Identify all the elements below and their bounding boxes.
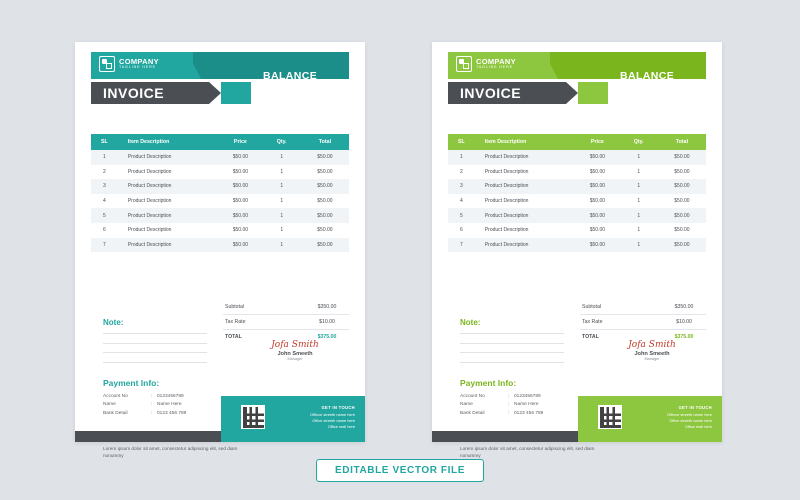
- table-row: [448, 150, 706, 165]
- cell-price: $50.00: [575, 208, 619, 223]
- contact-line: Office mail here: [684, 424, 712, 429]
- cell-price: $50.00: [575, 165, 619, 180]
- payment-value: Name Here: [157, 402, 182, 408]
- invoice-header: [432, 42, 722, 120]
- balance-value: 0123456789I0: [646, 94, 676, 99]
- tax-value: $10.00: [676, 319, 692, 325]
- invoice-title-bar: [91, 82, 209, 104]
- table-header-total: Total: [675, 139, 689, 145]
- table-row: [448, 165, 706, 180]
- grand-total-value: $375.00: [317, 334, 337, 340]
- header-band-notch: [187, 52, 201, 79]
- cell-sl: 3: [448, 179, 475, 194]
- cell-qty: 1: [620, 194, 658, 209]
- cell-total: $50.00: [658, 179, 706, 194]
- cell-description: Product Description: [475, 165, 575, 180]
- table-header-qty: Qty.: [276, 139, 287, 145]
- balance-label: Due: [263, 102, 272, 107]
- header-band-notch: [544, 52, 558, 79]
- cell-qty: 1: [263, 223, 301, 238]
- invoice-card-teal: [75, 42, 365, 459]
- grand-total-label: TOTAL: [225, 334, 242, 340]
- table-header-price: Price: [233, 139, 247, 145]
- editable-vector-badge: EDITABLE VECTOR FILE: [316, 459, 484, 482]
- invoice-header: [75, 42, 365, 120]
- balance-heading: BALANCE: [263, 70, 318, 82]
- cell-qty: 1: [263, 238, 301, 253]
- note-block: [460, 318, 564, 372]
- grand-total-value: $375.00: [674, 334, 694, 340]
- cell-description: Product Description: [475, 150, 575, 165]
- balance-label: Paid: [620, 94, 630, 99]
- balance-value: 30 April 2045: [646, 102, 673, 107]
- cell-sl: 5: [91, 208, 118, 223]
- signature-script: Jofa Smith: [271, 340, 319, 350]
- line-items-table: [448, 134, 706, 252]
- cell-qty: 1: [620, 208, 658, 223]
- payment-separator: :: [508, 402, 510, 408]
- note-line: [460, 333, 564, 334]
- qr-code-icon: [598, 405, 622, 429]
- signature-role: Manager: [287, 357, 303, 361]
- table-header-sl: SL: [458, 139, 465, 145]
- note-title: Note:: [460, 318, 481, 327]
- table-row: [448, 238, 706, 253]
- note-line: [103, 362, 207, 363]
- cell-sl: 2: [91, 165, 118, 180]
- balance-value: 0123456789: [646, 86, 672, 91]
- table-header-row: [448, 134, 706, 150]
- cell-description: Product Description: [118, 238, 218, 253]
- signature-name: John Smeeth: [634, 351, 670, 357]
- cell-qty: 1: [263, 194, 301, 209]
- invoice-title-arrow: [209, 82, 221, 104]
- table-row: [448, 194, 706, 209]
- cell-qty: 1: [620, 223, 658, 238]
- balance-label: Due: [620, 102, 629, 107]
- cell-sl: 3: [91, 179, 118, 194]
- cell-sl: 7: [448, 238, 475, 253]
- cell-total: $50.00: [658, 223, 706, 238]
- cell-price: $50.00: [218, 238, 262, 253]
- cell-sl: 4: [91, 194, 118, 209]
- tax-row: [580, 315, 706, 330]
- payment-separator: :: [151, 394, 153, 399]
- cell-qty: 1: [620, 150, 658, 165]
- cell-sl: 6: [91, 223, 118, 238]
- subtotal-value: $350.00: [674, 304, 694, 310]
- payment-separator: :: [508, 394, 510, 399]
- cell-description: Product Description: [118, 179, 218, 194]
- page-title: INVOICE: [460, 85, 522, 101]
- tax-label: Tax Rate: [582, 319, 603, 325]
- cell-qty: 1: [620, 238, 658, 253]
- table-header-row: [91, 134, 349, 150]
- payment-value: 0123 456 789: [514, 410, 544, 416]
- note-line: [460, 362, 564, 363]
- table-row: [91, 223, 349, 238]
- signature-block: [604, 340, 700, 361]
- note-line: [103, 333, 207, 334]
- balance-row: [620, 85, 706, 93]
- contact-line: Offince streeth name here: [667, 412, 712, 417]
- table-header-description: Item Description: [127, 139, 170, 145]
- table-row: [91, 165, 349, 180]
- balance-label: Total: [263, 86, 273, 91]
- cell-description: Product Description: [475, 208, 575, 223]
- balance-value: 30 April 2045: [289, 102, 316, 107]
- payment-label: Account No: [103, 394, 128, 399]
- qr-code-icon: [241, 405, 265, 429]
- cell-price: $50.00: [218, 194, 262, 209]
- invoice-card-green: [432, 42, 722, 459]
- balance-row: [620, 93, 706, 101]
- totals-block: [580, 300, 706, 344]
- company-logo-icon: [456, 56, 472, 72]
- cell-description: Product Description: [475, 194, 575, 209]
- signature-name: John Smeeth: [277, 351, 313, 357]
- payment-separator: :: [151, 402, 153, 408]
- cell-description: Product Description: [475, 238, 575, 253]
- note-line: [103, 343, 207, 344]
- page-title: INVOICE: [103, 85, 165, 101]
- table-row: [91, 179, 349, 194]
- cell-description: Product Description: [118, 223, 218, 238]
- company-logo: [99, 56, 159, 72]
- contact-line: Office mail here: [327, 424, 355, 429]
- terms-body: Lorem ipsum dolor sit amet, consectetur adipiscing elit, sed diam nonummy: [103, 446, 238, 459]
- payment-label: Bank Detail: [460, 410, 485, 416]
- invoice-title-accent: [221, 82, 251, 104]
- subtotal-row: [580, 300, 706, 315]
- grand-total-label: TOTAL: [582, 334, 599, 340]
- invoice-footer: [75, 396, 365, 442]
- table-header-description: Item Description: [484, 139, 527, 145]
- payment-label: Bank Detail: [103, 410, 128, 416]
- contact-line: Office streeth name here: [312, 418, 355, 423]
- note-block: [103, 318, 207, 372]
- tax-label: Tax Rate: [225, 319, 246, 325]
- payment-separator: :: [508, 410, 510, 416]
- contact-line: Offince streeth name here: [310, 412, 355, 417]
- cell-sl: 1: [448, 150, 475, 165]
- cell-total: $50.00: [301, 238, 349, 253]
- cell-total: $50.00: [301, 223, 349, 238]
- cell-total: $50.00: [658, 208, 706, 223]
- cell-sl: 6: [448, 223, 475, 238]
- subtotal-label: Subtotal: [582, 304, 602, 310]
- cell-description: Product Description: [118, 194, 218, 209]
- signature-role: Manager: [644, 357, 660, 361]
- balance-row: [620, 101, 706, 109]
- balance-row: [263, 93, 349, 101]
- note-line: [460, 352, 564, 353]
- get-in-touch-block: [271, 405, 355, 430]
- balance-heading: BALANCE: [620, 70, 675, 82]
- note-line: [103, 352, 207, 353]
- get-in-touch-title: GET IN TOUCH: [321, 405, 355, 410]
- payment-value: 0123456789: [157, 394, 184, 399]
- note-title: Note:: [103, 318, 124, 327]
- cell-qty: 1: [263, 179, 301, 194]
- table-row: [448, 208, 706, 223]
- get-in-touch-title: GET IN TOUCH: [678, 405, 712, 410]
- cell-qty: 1: [263, 150, 301, 165]
- tax-value: $10.00: [319, 319, 335, 325]
- totals-block: [223, 300, 349, 344]
- payment-info-title: Payment Info:: [460, 378, 517, 388]
- cell-qty: 1: [263, 208, 301, 223]
- cell-total: $50.00: [658, 194, 706, 209]
- subtotal-label: Subtotal: [225, 304, 245, 310]
- payment-label: Name: [460, 402, 473, 408]
- cell-price: $50.00: [218, 165, 262, 180]
- company-tagline: TAGLINE HERE: [476, 65, 513, 70]
- table-header-qty: Qty.: [633, 139, 644, 145]
- company-name: COMPANY: [476, 57, 516, 67]
- tax-row: [223, 315, 349, 330]
- cell-price: $50.00: [218, 223, 262, 238]
- table-row: [91, 208, 349, 223]
- cell-qty: 1: [263, 165, 301, 180]
- cell-price: $50.00: [575, 223, 619, 238]
- table-row: [448, 223, 706, 238]
- invoice-title-arrow: [566, 82, 578, 104]
- contact-line: Office streeth name here: [669, 418, 712, 423]
- cell-sl: 7: [91, 238, 118, 253]
- signature-block: [247, 340, 343, 361]
- company-name: COMPANY: [119, 57, 159, 67]
- cell-sl: 4: [448, 194, 475, 209]
- table-header-price: Price: [590, 139, 604, 145]
- balance-value: 0123456789: [289, 86, 315, 91]
- cell-price: $50.00: [218, 208, 262, 223]
- line-items-table: [91, 134, 349, 252]
- payment-separator: :: [151, 410, 153, 416]
- payment-value: Name Here: [514, 402, 539, 408]
- cell-total: $50.00: [301, 194, 349, 209]
- company-logo: [456, 56, 516, 72]
- cell-price: $50.00: [575, 194, 619, 209]
- cell-price: $50.00: [575, 179, 619, 194]
- table-row: [91, 238, 349, 253]
- table-row: [91, 194, 349, 209]
- cell-price: $50.00: [575, 150, 619, 165]
- balance-row: [263, 101, 349, 109]
- balance-value: 0123456789I0: [289, 94, 319, 99]
- cell-sl: 5: [448, 208, 475, 223]
- cell-price: $50.00: [218, 150, 262, 165]
- get-in-touch-block: [628, 405, 712, 430]
- table-header-total: Total: [318, 139, 332, 145]
- terms-body: Lorem ipsum dolor sit amet, consectetur adipiscing elit, sed diam nonummy: [460, 446, 595, 459]
- cell-total: $50.00: [658, 238, 706, 253]
- cell-total: $50.00: [301, 165, 349, 180]
- cell-description: Product Description: [118, 165, 218, 180]
- company-logo-icon: [99, 56, 115, 72]
- invoice-title-accent: [578, 82, 608, 104]
- cell-total: $50.00: [658, 165, 706, 180]
- table-row: [91, 150, 349, 165]
- payment-label: Name: [103, 402, 116, 408]
- cell-description: Product Description: [475, 223, 575, 238]
- cell-total: $50.00: [301, 208, 349, 223]
- cell-qty: 1: [620, 179, 658, 194]
- invoice-title-bar: [448, 82, 566, 104]
- cell-total: $50.00: [301, 179, 349, 194]
- invoice-footer: [432, 396, 722, 442]
- balance-label: Paid: [263, 94, 273, 99]
- payment-label: Account No: [460, 394, 485, 399]
- cell-description: Product Description: [475, 179, 575, 194]
- cell-description: Product Description: [118, 150, 218, 165]
- cell-price: $50.00: [575, 238, 619, 253]
- balance-block: [263, 70, 349, 109]
- balance-row: [263, 85, 349, 93]
- cell-sl: 2: [448, 165, 475, 180]
- payment-value: 0123 456 789: [157, 410, 187, 416]
- note-line: [460, 343, 564, 344]
- cell-price: $50.00: [218, 179, 262, 194]
- table-row: [448, 179, 706, 194]
- cell-description: Product Description: [118, 208, 218, 223]
- company-tagline: TAGLINE HERE: [119, 65, 156, 70]
- subtotal-value: $350.00: [317, 304, 337, 310]
- signature-script: Jofa Smith: [628, 340, 676, 350]
- cell-qty: 1: [620, 165, 658, 180]
- subtotal-row: [223, 300, 349, 315]
- payment-value: 0123456789: [514, 394, 541, 399]
- cell-total: $50.00: [301, 150, 349, 165]
- cell-sl: 1: [91, 150, 118, 165]
- cell-total: $50.00: [658, 150, 706, 165]
- payment-info-title: Payment Info:: [103, 378, 160, 388]
- balance-block: [620, 70, 706, 109]
- balance-label: Total: [620, 86, 630, 91]
- table-header-sl: SL: [101, 139, 108, 145]
